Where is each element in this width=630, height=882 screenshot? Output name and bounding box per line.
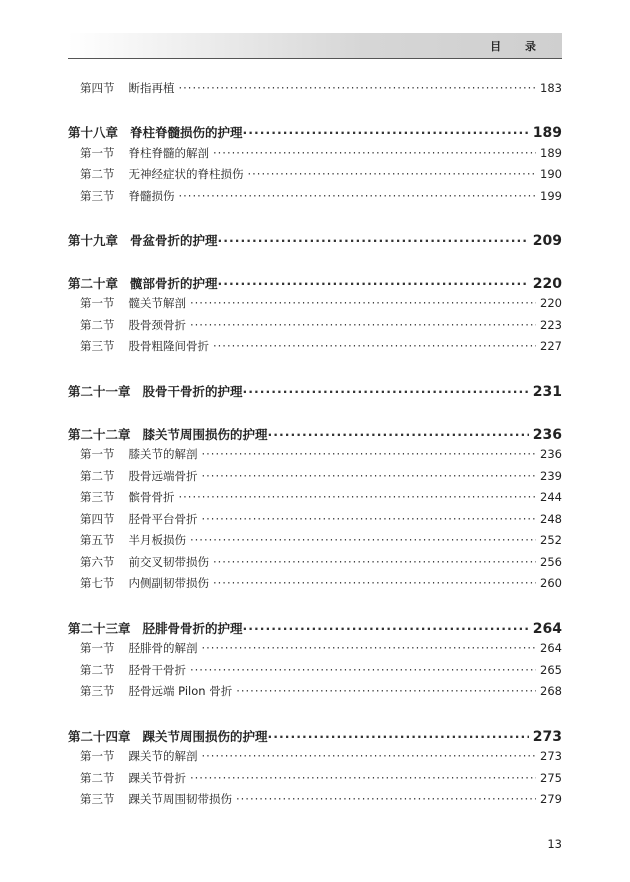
dot-leader [179, 490, 537, 504]
entry-page-number: 190 [540, 167, 562, 181]
dot-leader [202, 641, 537, 655]
entry-number: 第五节 [80, 533, 115, 547]
entry-page-number: 239 [540, 469, 562, 483]
dot-leader [190, 296, 536, 310]
entry-number: 第三节 [80, 684, 115, 698]
entry-title: 髋关节解剖 [128, 296, 186, 310]
toc-chapter-entry[interactable] [68, 123, 562, 141]
running-header [68, 33, 562, 59]
toc-section-entry[interactable] [68, 662, 562, 678]
entry-page-number: 236 [532, 427, 562, 443]
entry-number: 第三节 [80, 339, 115, 353]
entry-page-number: 265 [540, 663, 562, 677]
dot-leader [213, 555, 536, 569]
toc-section-entry[interactable] [68, 791, 562, 807]
dot-leader [243, 384, 529, 399]
entry-page-number: 260 [540, 576, 562, 590]
toc-section-entry[interactable] [68, 554, 562, 570]
toc-chapter-entry[interactable] [68, 231, 562, 249]
dot-leader [179, 81, 537, 95]
dot-leader [248, 167, 537, 181]
entry-title: 膝关节周围损伤的护理 [142, 427, 268, 442]
entry-number: 第一节 [80, 749, 115, 763]
entry-number: 第一节 [80, 641, 115, 655]
dot-leader [213, 146, 536, 160]
entry-title: 髋部骨折的护理 [130, 276, 218, 291]
entry-title: 无神经症状的脊柱损伤 [128, 167, 244, 181]
dot-leader [213, 339, 536, 353]
entry-title: 踝关节的解剖 [128, 749, 198, 763]
entry-page-number: 264 [532, 621, 562, 637]
entry-page-number: 264 [540, 641, 562, 655]
entry-title: 脊柱脊髓损伤的护理 [130, 125, 243, 140]
entry-number: 第二节 [80, 663, 115, 677]
entry-number: 第六节 [80, 555, 115, 569]
dot-leader [268, 427, 529, 442]
toc-section-entry[interactable] [68, 532, 562, 548]
dot-leader [268, 729, 529, 744]
entry-number: 第二十三章 [68, 621, 131, 636]
entry-number: 第二十章 [68, 276, 119, 291]
entry-page-number: 275 [540, 771, 562, 785]
entry-title: 股骨远端骨折 [128, 469, 198, 483]
page-number: 13 [547, 837, 562, 851]
entry-number: 第三节 [80, 490, 115, 504]
toc-section-entry[interactable] [68, 640, 562, 656]
dot-leader [202, 512, 537, 526]
entry-title: 股骨颈骨折 [128, 318, 186, 332]
header-title: 目 录 [490, 40, 546, 53]
toc-section-entry[interactable] [68, 188, 562, 204]
entry-page-number: 273 [532, 729, 562, 745]
entry-page-number: 227 [540, 339, 562, 353]
dot-leader [213, 576, 536, 590]
entry-title: 胫骨平台骨折 [128, 512, 198, 526]
toc-section-entry[interactable] [68, 338, 562, 354]
entry-number: 第一节 [80, 447, 115, 461]
entry-page-number: 183 [540, 81, 562, 95]
dot-leader [190, 318, 536, 332]
entry-title: 胫腓骨骨折的护理 [142, 621, 243, 636]
entry-title: 胫骨干骨折 [128, 663, 186, 677]
toc-section-entry[interactable] [68, 575, 562, 591]
toc-section-entry[interactable] [68, 748, 562, 764]
dot-leader [190, 663, 536, 677]
toc-chapter-entry[interactable] [68, 382, 562, 400]
toc-section-entry[interactable] [68, 446, 562, 462]
toc-section-entry[interactable] [68, 295, 562, 311]
entry-page-number: 231 [532, 384, 562, 400]
entry-title: 骨盆骨折的护理 [130, 233, 218, 248]
entry-title: 断指再植 [128, 81, 175, 95]
dot-leader [218, 233, 529, 248]
entry-number: 第二十四章 [68, 729, 131, 744]
dot-leader [202, 447, 537, 461]
entry-number: 第七节 [80, 576, 115, 590]
toc-section-entry[interactable] [68, 166, 562, 182]
entry-page-number: 244 [540, 490, 562, 504]
dot-leader [202, 469, 537, 483]
dot-leader [218, 276, 529, 291]
entry-title: 脊髓损伤 [128, 189, 175, 203]
entry-number: 第二节 [80, 469, 115, 483]
toc-section-entry[interactable] [68, 770, 562, 786]
dot-leader [236, 792, 536, 806]
entry-page-number: 189 [532, 125, 562, 141]
entry-number: 第三节 [80, 189, 115, 203]
entry-page-number: 268 [540, 684, 562, 698]
entry-page-number: 220 [540, 296, 562, 310]
entry-number: 第十九章 [68, 233, 119, 248]
entry-title: 膝关节的解剖 [128, 447, 198, 461]
toc-section-entry[interactable] [68, 468, 562, 484]
toc-section-entry[interactable] [68, 317, 562, 333]
toc-section-entry[interactable] [68, 511, 562, 527]
dot-leader [202, 749, 537, 763]
entry-number: 第一节 [80, 296, 115, 310]
toc-section-entry[interactable] [68, 80, 562, 96]
dot-leader [243, 621, 529, 636]
entry-number: 第二十一章 [68, 384, 131, 399]
entry-page-number: 223 [540, 318, 562, 332]
toc-chapter-entry[interactable] [68, 727, 562, 745]
entry-number: 第四节 [80, 512, 115, 526]
entry-page-number: 248 [540, 512, 562, 526]
toc-section-entry[interactable] [68, 683, 562, 699]
entry-number: 第十八章 [68, 125, 119, 140]
entry-page-number: 252 [540, 533, 562, 547]
entry-title: 踝关节骨折 [128, 771, 186, 785]
entry-number: 第二节 [80, 318, 115, 332]
dot-leader [190, 533, 536, 547]
entry-number: 第二节 [80, 167, 115, 181]
entry-page-number: 199 [540, 189, 562, 203]
entry-page-number: 209 [532, 233, 562, 249]
entry-number: 第一节 [80, 146, 115, 160]
entry-number: 第四节 [80, 81, 115, 95]
entry-number: 第三节 [80, 792, 115, 806]
entry-number: 第二节 [80, 771, 115, 785]
dot-leader [190, 771, 536, 785]
entry-title: 胫腓骨的解剖 [128, 641, 198, 655]
entry-page-number: 220 [532, 276, 562, 292]
entry-page-number: 256 [540, 555, 562, 569]
entry-title: 脊柱脊髓的解剖 [128, 146, 209, 160]
entry-page-number: 189 [540, 146, 562, 160]
entry-page-number: 236 [540, 447, 562, 461]
entry-title: 踝关节周围韧带损伤 [128, 792, 232, 806]
dot-leader [243, 125, 529, 140]
toc-chapter-entry[interactable] [68, 425, 562, 443]
toc-section-entry[interactable] [68, 489, 562, 505]
entry-title: 踝关节周围损伤的护理 [142, 729, 268, 744]
entry-page-number: 279 [540, 792, 562, 806]
toc-chapter-entry[interactable] [68, 619, 562, 637]
toc-section-entry[interactable] [68, 145, 562, 161]
entry-title: 髌骨骨折 [128, 490, 175, 504]
entry-title: 内侧副韧带损伤 [128, 576, 209, 590]
entry-title: 胫骨远端 Pilon 骨折 [128, 684, 233, 698]
entry-title: 半月板损伤 [128, 533, 186, 547]
dot-leader [179, 189, 537, 203]
entry-page-number: 273 [540, 749, 562, 763]
entry-title: 前交叉韧带损伤 [128, 555, 209, 569]
entry-number: 第二十二章 [68, 427, 131, 442]
toc-chapter-entry[interactable] [68, 274, 562, 292]
entry-title: 股骨干骨折的护理 [142, 384, 243, 399]
entry-title: 股骨粗隆间骨折 [128, 339, 209, 353]
dot-leader [236, 684, 536, 698]
